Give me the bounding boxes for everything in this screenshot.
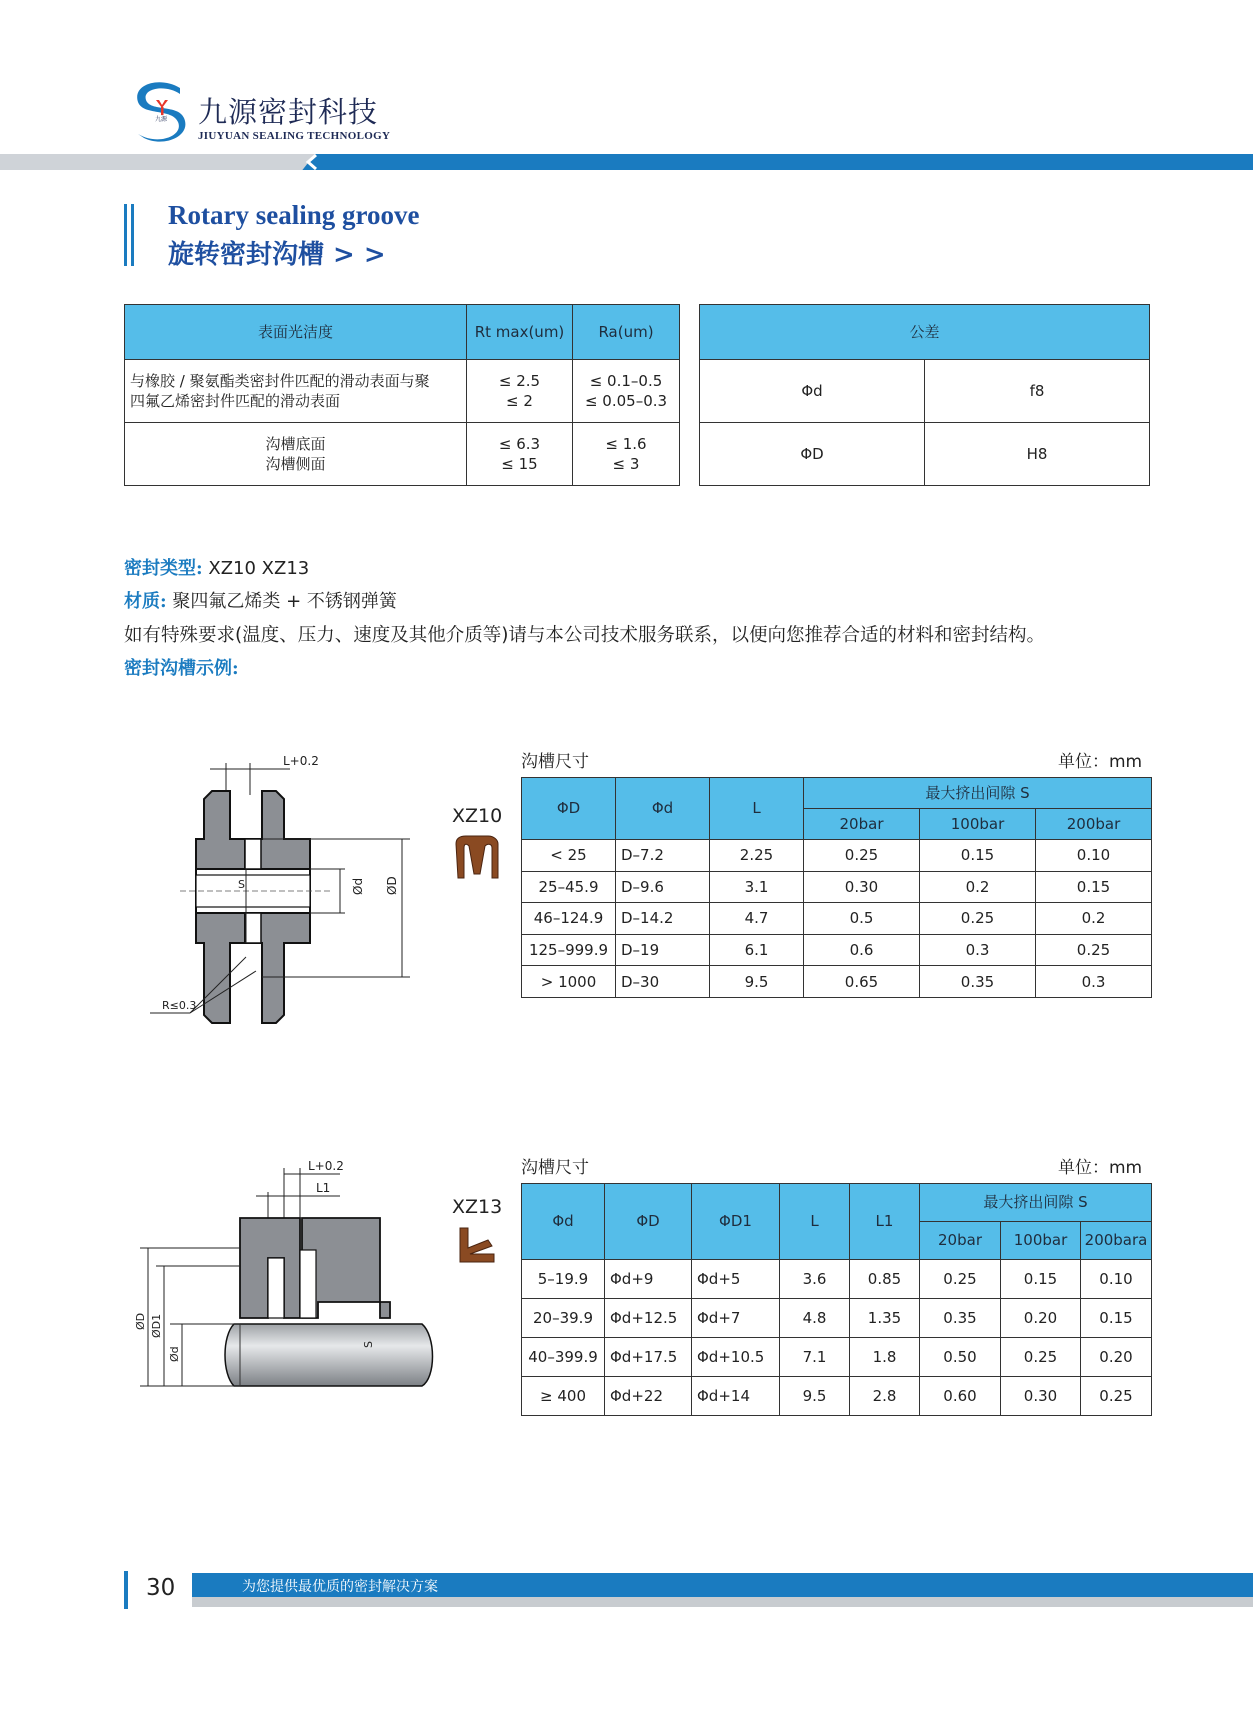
dim-bigd-label: ØD xyxy=(134,1312,147,1330)
xz10-unit: 单位：mm xyxy=(1058,752,1143,772)
table-header: 最大挤出间隙 S xyxy=(920,1184,1152,1222)
table-cell: 0.10 xyxy=(1081,1260,1152,1299)
xz10-groove-drawing xyxy=(150,745,440,1035)
table-cell: 0.15 xyxy=(1081,1299,1152,1338)
page-number: 30 xyxy=(146,1575,176,1601)
material-label: 材质: xyxy=(124,591,167,612)
table-header: Φd xyxy=(522,1184,605,1260)
table-header: L1 xyxy=(850,1184,920,1260)
table-cell: 1.35 xyxy=(850,1299,920,1338)
table-cell: 2.25 xyxy=(710,840,804,872)
table-row xyxy=(522,934,1152,966)
table-header: 表面光洁度 xyxy=(125,305,467,360)
table-cell: D–9.6 xyxy=(616,871,710,903)
xz13-groove-table xyxy=(521,1183,1152,1416)
table-cell: 0.30 xyxy=(804,871,920,903)
table-cell: 与橡胶 / 聚氨酯类密封件匹配的滑动表面与聚 xyxy=(130,371,430,390)
table-cell: D–7.2 xyxy=(616,840,710,872)
footer-bar-shadow xyxy=(192,1597,1253,1607)
table-cell: 0.15 xyxy=(1001,1260,1081,1299)
table-header: Φd xyxy=(616,778,710,840)
table-header: 100bar xyxy=(920,809,1036,840)
table-cell: 25–45.9 xyxy=(522,871,616,903)
table-cell: 0.35 xyxy=(920,966,1036,998)
seal-type-label: 密封类型: xyxy=(124,558,203,579)
table-cell: Φd+14 xyxy=(692,1377,780,1416)
table-header: 最大挤出间隙 S xyxy=(804,778,1152,809)
table-cell: 0.25 xyxy=(1081,1377,1152,1416)
table-cell: 9.5 xyxy=(710,966,804,998)
company-name-cn: 九源密封科技 xyxy=(198,95,379,129)
table-cell: 四氟乙烯密封件匹配的滑动表面 xyxy=(130,392,341,410)
groove-example-heading xyxy=(124,654,239,680)
table-cell: H8 xyxy=(925,423,1150,486)
dim-l1-label: L1 xyxy=(316,1181,331,1195)
table-row xyxy=(522,966,1152,998)
table-row xyxy=(522,903,1152,935)
table-cell: ≥ 400 xyxy=(522,1377,605,1416)
table-header: Rt max(um) xyxy=(467,305,573,360)
table-header: 20bar xyxy=(920,1222,1001,1260)
table-row xyxy=(522,1260,1152,1299)
company-logo-icon xyxy=(130,78,192,144)
table-cell: D–19 xyxy=(616,934,710,966)
surface-finish-table xyxy=(124,304,680,486)
table-cell: D–14.2 xyxy=(616,903,710,935)
xz13-model-label: XZ13 xyxy=(452,1196,503,1218)
table-cell: 沟槽侧面 xyxy=(265,455,326,473)
table-row xyxy=(522,840,1152,872)
table-header: 200bara xyxy=(1081,1222,1152,1260)
xz13-unit: 单位：mm xyxy=(1058,1158,1143,1178)
xz10-groove-table xyxy=(521,777,1152,998)
table-cell: 0.50 xyxy=(920,1338,1001,1377)
company-name-en: JIUYUAN SEALING TECHNOLOGY xyxy=(198,130,391,142)
table-cell: 0.30 xyxy=(1001,1377,1081,1416)
dim-d1-label: ØD1 xyxy=(150,1313,163,1338)
page-title-en: Rotary sealing groove xyxy=(168,200,420,230)
table-cell: Φd+12.5 xyxy=(605,1299,692,1338)
footer-slogan: 为您提供最优质的密封解决方案 xyxy=(242,1579,438,1595)
table-cell: 0.20 xyxy=(1081,1338,1152,1377)
table-row xyxy=(700,360,1150,423)
table-cell: 0.35 xyxy=(920,1299,1001,1338)
table-cell: Φd+5 xyxy=(692,1260,780,1299)
table-header: ΦD xyxy=(605,1184,692,1260)
table-cell: ≤ 0.1–0.5 xyxy=(589,371,663,390)
dim-s-label: S xyxy=(238,878,245,891)
table-cell: 0.5 xyxy=(804,903,920,935)
table-cell: 2.8 xyxy=(850,1377,920,1416)
footer-accent-line xyxy=(124,1571,128,1609)
table-cell: > 1000 xyxy=(522,966,616,998)
dim-d-label: Ød xyxy=(168,1346,181,1362)
table-row xyxy=(700,423,1150,486)
table-cell: 40–399.9 xyxy=(522,1338,605,1377)
table-cell: 0.85 xyxy=(850,1260,920,1299)
svg-text:九源: 九源 xyxy=(155,116,168,123)
table-cell: 0.6 xyxy=(804,934,920,966)
dim-r-label: R≤0.3 xyxy=(162,999,197,1012)
table-cell: ≤ 15 xyxy=(501,455,538,473)
table-cell: 20–39.9 xyxy=(522,1299,605,1338)
xz13-caption: 沟槽尺寸 xyxy=(521,1158,589,1178)
xz10-seal-profile-icon xyxy=(452,834,502,882)
table-cell: ≤ 3 xyxy=(612,455,640,473)
table-cell: 0.25 xyxy=(920,903,1036,935)
dim-bigd-label: ØD xyxy=(385,876,399,895)
chevron-left-icon xyxy=(302,154,324,170)
table-row xyxy=(522,1377,1152,1416)
table-cell: ≤ 2.5 xyxy=(498,371,541,390)
table-cell: 3.6 xyxy=(780,1260,850,1299)
table-cell: 0.25 xyxy=(1036,934,1152,966)
table-cell: ΦD xyxy=(700,423,925,486)
table-cell: 4.8 xyxy=(780,1299,850,1338)
dim-s-label: S xyxy=(362,1341,375,1348)
table-cell: Φd+10.5 xyxy=(692,1338,780,1377)
title-bar xyxy=(124,204,127,266)
table-cell: 0.2 xyxy=(920,871,1036,903)
table-header: 20bar xyxy=(804,809,920,840)
table-cell: 0.15 xyxy=(920,840,1036,872)
table-cell: 9.5 xyxy=(780,1377,850,1416)
material-line xyxy=(124,587,397,613)
table-row xyxy=(125,423,680,486)
table-cell: Φd+9 xyxy=(605,1260,692,1299)
tolerance-table xyxy=(699,304,1150,486)
table-cell: ≤ 6.3 xyxy=(498,434,541,453)
table-cell: Φd xyxy=(700,360,925,423)
table-row xyxy=(522,1338,1152,1377)
table-cell: 3.1 xyxy=(710,871,804,903)
table-header: ΦD1 xyxy=(692,1184,780,1260)
dim-d-label: Ød xyxy=(351,877,365,895)
seal-type-line xyxy=(124,554,309,580)
table-cell: 沟槽底面 xyxy=(265,434,326,453)
groove-example-label: 密封沟槽示例: xyxy=(124,658,239,679)
table-cell: D–30 xyxy=(616,966,710,998)
table-row xyxy=(125,360,680,423)
table-header: ΦD xyxy=(522,778,616,840)
table-cell: Φd+22 xyxy=(605,1377,692,1416)
table-cell: 5–19.9 xyxy=(522,1260,605,1299)
page-title-cn: 旋转密封沟槽 > > xyxy=(168,240,386,270)
xz13-seal-profile-icon xyxy=(456,1224,498,1270)
table-cell: < 25 xyxy=(522,840,616,872)
table-cell: 0.25 xyxy=(804,840,920,872)
table-header: L xyxy=(780,1184,850,1260)
table-cell: 6.1 xyxy=(710,934,804,966)
table-cell: 0.3 xyxy=(920,934,1036,966)
table-cell: 0.60 xyxy=(920,1377,1001,1416)
table-cell: 1.8 xyxy=(850,1338,920,1377)
table-cell: 0.20 xyxy=(1001,1299,1081,1338)
material-value: 聚四氟乙烯类 + 不锈钢弹簧 xyxy=(172,591,397,612)
table-cell: ≤ 0.05–0.3 xyxy=(584,392,668,410)
table-cell: Φd+17.5 xyxy=(605,1338,692,1377)
title-bar xyxy=(131,204,134,266)
table-header: 公差 xyxy=(700,305,1150,360)
table-cell: 0.10 xyxy=(1036,840,1152,872)
table-cell: 125–999.9 xyxy=(522,934,616,966)
table-cell: ≤ 1.6 xyxy=(605,434,647,453)
dim-l-label: L+0.2 xyxy=(283,754,319,768)
table-header: L xyxy=(710,778,804,840)
table-cell: 0.3 xyxy=(1036,966,1152,998)
table-cell: f8 xyxy=(925,360,1150,423)
seal-type-value: XZ10 XZ13 xyxy=(208,558,310,579)
table-cell: 0.65 xyxy=(804,966,920,998)
header-bar-accent xyxy=(0,154,315,170)
table-header: 200bar xyxy=(1036,809,1152,840)
table-cell: 4.7 xyxy=(710,903,804,935)
table-cell: 0.2 xyxy=(1036,903,1152,935)
table-header: 100bar xyxy=(1001,1222,1081,1260)
table-cell: 0.25 xyxy=(1001,1338,1081,1377)
table-cell: Φd+7 xyxy=(692,1299,780,1338)
table-row xyxy=(522,1299,1152,1338)
dim-l-label: L+0.2 xyxy=(308,1159,344,1173)
xz10-model-label: XZ10 xyxy=(452,805,503,827)
table-cell: 46–124.9 xyxy=(522,903,616,935)
table-cell: 0.25 xyxy=(920,1260,1001,1299)
xz10-caption: 沟槽尺寸 xyxy=(521,752,589,772)
table-header: Ra(um) xyxy=(573,305,680,360)
special-requirement-note: 如有特殊要求(温度、压力、速度及其他介质等)请与本公司技术服务联系，以便向您推荐合适的材料和密封结构。 xyxy=(124,625,1045,646)
xz13-groove-drawing xyxy=(134,1158,450,1398)
table-row xyxy=(522,871,1152,903)
table-cell: 7.1 xyxy=(780,1338,850,1377)
table-cell: ≤ 2 xyxy=(506,392,533,410)
table-cell: 0.15 xyxy=(1036,871,1152,903)
